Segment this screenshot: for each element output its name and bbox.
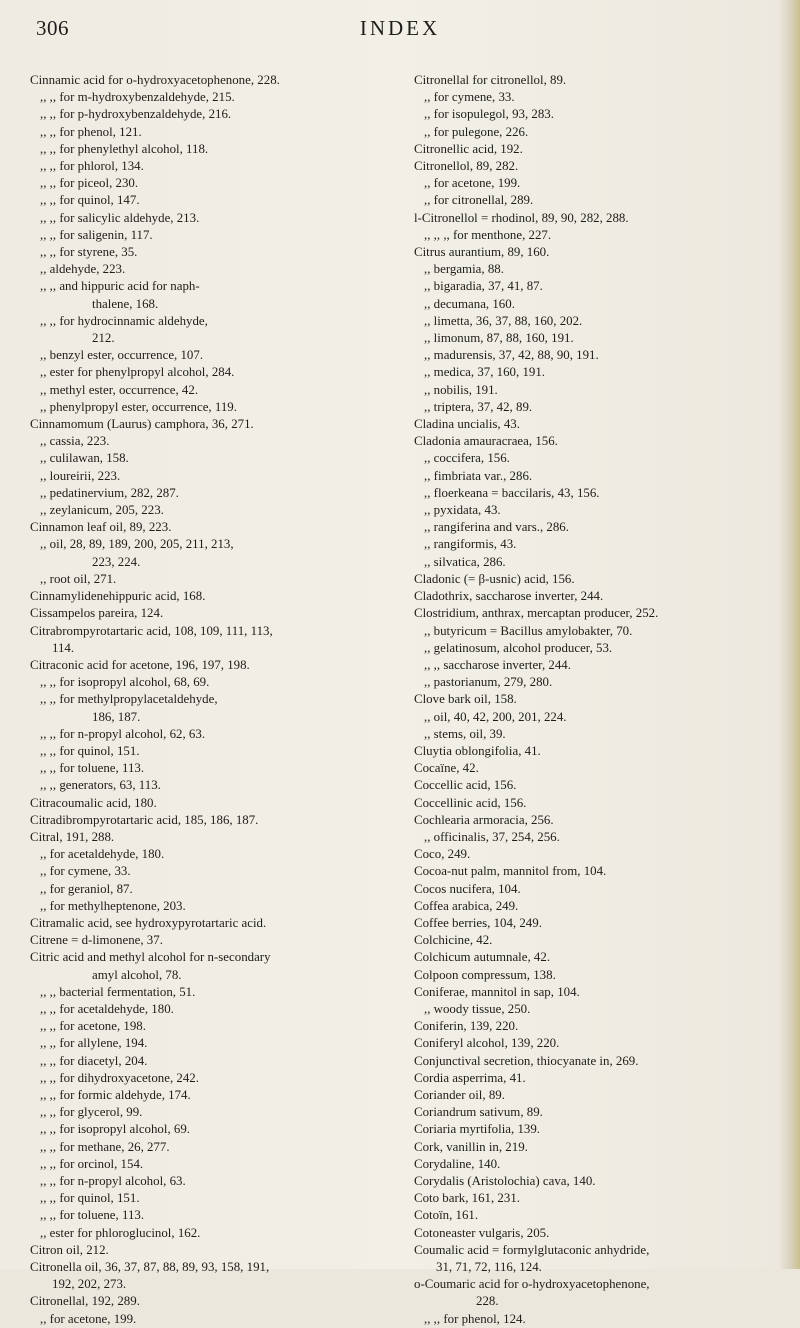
index-entry: Cocos nucifera, 104. <box>414 881 521 896</box>
index-entry: ,, oil, 40, 42, 200, 201, 224. <box>424 709 567 724</box>
index-entry: ,, for cymene, 33. <box>40 864 131 879</box>
index-entry: ,, ,, for piceol, 230. <box>40 176 139 191</box>
index-entry: ,, loureirii, 223. <box>40 468 121 483</box>
index-entry: ,, medica, 37, 160, 191. <box>424 365 546 380</box>
index-entry: ,, ,, for saligenin, 117. <box>40 227 153 242</box>
index-entry: ,, root oil, 271. <box>40 571 117 586</box>
index-entry: Citronellic acid, 192. <box>414 141 523 156</box>
index-entry: ,, aldehyde, 223. <box>40 262 126 277</box>
index-entry: Cocoa-nut palm, mannitol from, 104. <box>414 864 607 879</box>
index-entry: ,, silvatica, 286. <box>424 554 506 569</box>
index-entry: ,, ,, for salicylic aldehyde, 213. <box>40 210 200 225</box>
index-entry: ,, ,, for phenylethyl alcohol, 118. <box>40 141 209 156</box>
index-entry: ,, ,, for m-hydroxybenzaldehyde, 215. <box>40 90 235 105</box>
index-entry: Cladina uncialis, 43. <box>414 417 520 432</box>
index-entry: o-Coumaric acid for o-hydroxyacetophenone, <box>414 1277 650 1292</box>
index-entry: Cotoneaster vulgaris, 205. <box>414 1225 550 1240</box>
index-entry: 186, 187. <box>92 709 141 724</box>
index-entry: ,, pedatinervium, 282, 287. <box>40 485 179 500</box>
index-entry: Citronellal, 192, 289. <box>30 1294 140 1309</box>
index-entry: Coriaria myrtifolia, 139. <box>414 1122 541 1137</box>
index-entry: ,, limonum, 87, 88, 160, 191. <box>424 331 574 346</box>
index-entry: 31, 71, 72, 116, 124. <box>436 1260 542 1275</box>
index-entry: Cocaïne, 42. <box>414 761 479 776</box>
index-entry: Cochlearia armoracia, 256. <box>414 812 554 827</box>
index-entry: Coccellic acid, 156. <box>414 778 517 793</box>
index-entry: ,, phenylpropyl ester, occurrence, 119. <box>40 399 237 414</box>
index-entry: Citramalic acid, see hydroxypyrotartaric acid. <box>30 915 267 930</box>
index-entry: ,, ,, for diacetyl, 204. <box>40 1053 148 1068</box>
index-entry: ,, ,, and hippuric acid for naph- <box>40 279 200 294</box>
index-entry: ,, for citronellal, 289. <box>424 193 534 208</box>
index-entry: 192, 202, 273. <box>52 1277 127 1292</box>
index-entry: 223, 224. <box>92 554 141 569</box>
index-entry: ,, for methylheptenone, 203. <box>40 898 186 913</box>
index-entry: ,, rangiferina and vars., 286. <box>424 520 569 535</box>
index-entry: Cluytia oblongifolia, 41. <box>414 743 541 758</box>
index-entry: Citradibrompyrotartaric acid, 185, 186, 187. <box>30 812 259 827</box>
index-entry: Coniferyl alcohol, 139, 220. <box>414 1036 560 1051</box>
index-entry: ,, ,, for methane, 26, 277. <box>40 1139 170 1154</box>
index-entry: ,, ,, for quinol, 151. <box>40 1191 140 1206</box>
index-entry: Corydaline, 140. <box>414 1156 501 1171</box>
index-entry: ,, for cymene, 33. <box>424 90 515 105</box>
index-entry: ,, ,, for toluene, 113. <box>40 761 145 776</box>
index-entry: ,, ,, bacterial fermentation, 51. <box>40 984 196 999</box>
index-entry: ,, ,, for toluene, 113. <box>40 1208 145 1223</box>
index-entry: ,, limetta, 36, 37, 88, 160, 202. <box>424 313 583 328</box>
index-entry: ,, fimbriata var., 286. <box>424 468 533 483</box>
index-entry: Cladonic (= β-usnic) acid, 156. <box>414 571 575 586</box>
index-entry: Cladothrix, saccharose inverter, 244. <box>414 589 604 604</box>
index-entry: ,, benzyl ester, occurrence, 107. <box>40 348 204 363</box>
index-entry: ,, for isopulegol, 93, 283. <box>424 107 554 122</box>
index-entry: Citraconic acid for acetone, 196, 197, 198. <box>30 657 250 672</box>
index-entry: ,, floerkeana = baccilaris, 43, 156. <box>424 485 600 500</box>
index-entry: amyl alcohol, 78. <box>92 967 182 982</box>
index-entry: Citracoumalic acid, 180. <box>30 795 157 810</box>
index-entry: ,, ,, for n-propyl alcohol, 63. <box>40 1174 186 1188</box>
index-entry: Coco, 249. <box>414 847 471 862</box>
index-entry: ,, ,, for allylene, 194. <box>40 1036 148 1051</box>
index-entry: ,, nobilis, 191. <box>424 382 498 397</box>
index-entry: Coniferin, 139, 220. <box>414 1019 519 1034</box>
index-entry: ,, for acetone, 199. <box>424 176 521 191</box>
index-entry: ,, officinalis, 37, 254, 256. <box>424 829 560 844</box>
index-entry: Citron oil, 212. <box>30 1242 109 1257</box>
index-entry: ,, stems, oil, 39. <box>424 726 506 741</box>
page-number: 306 <box>36 16 69 40</box>
index-entry: Cotoïn, 161. <box>414 1208 479 1223</box>
index-entry: Cork, vanillin in, 219. <box>414 1139 528 1154</box>
index-column-right <box>414 72 786 1328</box>
index-entry: ,, triptera, 37, 42, 89. <box>424 399 533 414</box>
index-entry: ,, oil, 28, 89, 189, 200, 205, 211, 213, <box>40 537 234 552</box>
index-entry: thalene, 168. <box>92 296 159 311</box>
index-entry: Coriander oil, 89. <box>414 1087 505 1102</box>
index-entry: ,, ,, saccharose inverter, 244. <box>424 657 571 672</box>
index-entry: Cinnamon leaf oil, 89, 223. <box>30 520 172 535</box>
index-entry: Coffea arabica, 249. <box>414 898 519 913</box>
index-entry: 228. <box>476 1294 499 1309</box>
index-entry: ,, ,, for quinol, 151. <box>40 743 140 758</box>
index-column-left <box>30 72 405 1328</box>
index-entry: Citrabrompyrotartaric acid, 108, 109, 111, 113, <box>30 623 273 638</box>
index-entry: Coumalic acid = formylglutaconic anhydride, <box>414 1242 650 1257</box>
index-entry: Citrene = d-limonene, 37. <box>30 933 163 948</box>
index-entry: l-Citronellol = rhodinol, 89, 90, 282, 288. <box>414 210 629 225</box>
index-entry: Cinnamomum (Laurus) camphora, 36, 271. <box>30 417 254 432</box>
index-entry: Colchicine, 42. <box>414 933 493 948</box>
index-entry: Clove bark oil, 158. <box>414 692 517 707</box>
index-entry: ,, ,, for acetone, 198. <box>40 1019 146 1034</box>
index-entry: ,, methyl ester, occurrence, 42. <box>40 382 199 397</box>
page-header <box>0 12 800 62</box>
index-entry: ,, for acetaldehyde, 180. <box>40 847 165 862</box>
index-entry: ,, ,, for orcinol, 154. <box>40 1156 144 1171</box>
index-entry: ,, for acetone, 199. <box>40 1311 137 1326</box>
index-entry: ,, bigaradia, 37, 41, 87. <box>424 279 543 294</box>
index-entry: Cinnamylidenehippuric acid, 168. <box>30 589 206 604</box>
index-entry: ,, ,, for methylpropylacetaldehyde, <box>40 692 218 707</box>
index-entry: ,, pastorianum, 279, 280. <box>424 675 553 690</box>
index-entry: Colpoon compressum, 138. <box>414 967 556 982</box>
index-entry: ,, ,, for isopropyl alcohol, 69. <box>40 1122 191 1137</box>
index-entry: Citric acid and methyl alcohol for n-secondary <box>30 950 271 965</box>
index-entry: ,, ,, for glycerol, 99. <box>40 1105 143 1120</box>
index-entry: Cordia asperrima, 41. <box>414 1070 526 1085</box>
index-entry: ,, for pulegone, 226. <box>424 124 529 139</box>
index-entry: Corydalis (Aristolochia) cava, 140. <box>414 1174 596 1188</box>
index-entry: ,, rangiformis, 43. <box>424 537 517 552</box>
index-entry: Coccellinic acid, 156. <box>414 795 527 810</box>
index-entry: ,, ,, for acetaldehyde, 180. <box>40 1001 174 1016</box>
index-entry: ,, ,, for isopropyl alcohol, 68, 69. <box>40 675 210 690</box>
index-entry: ,, ,, for formic aldehyde, 174. <box>40 1087 191 1102</box>
index-entry: Citrus aurantium, 89, 160. <box>414 245 550 260</box>
index-entry: ,, decumana, 160. <box>424 296 515 311</box>
index-entry: ,, zeylanicum, 205, 223. <box>40 503 164 518</box>
index-entry: ,, ,, for p-hydroxybenzaldehyde, 216. <box>40 107 232 122</box>
index-entry: ,, ,, for styrene, 35. <box>40 245 138 260</box>
index-entry: ,, pyxidata, 43. <box>424 503 501 518</box>
index-entry: ,, woody tissue, 250. <box>424 1001 531 1016</box>
index-entry: ,, ,, for hydrocinnamic aldehyde, <box>40 313 208 328</box>
index-entry: Coffee berries, 104, 249. <box>414 915 542 930</box>
index-entry: ,, ,, for n-propyl alcohol, 62, 63. <box>40 726 206 741</box>
index-entry: ,, cassia, 223. <box>40 434 110 449</box>
index-entry: Cissampelos pareira, 124. <box>30 606 164 621</box>
index-entry: Coniferae, mannitol in sap, 104. <box>414 984 580 999</box>
index-entry: ,, ,, for dihydroxyacetone, 242. <box>40 1070 199 1085</box>
index-entry: Citronella oil, 36, 37, 87, 88, 89, 93, 158, 191, <box>30 1260 270 1275</box>
index-entry: Cinnamic acid for o-hydroxyacetophenone, 228. <box>30 73 280 87</box>
index-entry: Conjunctival secretion, thiocyanate in, 269. <box>414 1053 639 1068</box>
index-entry: ,, ,, for phenol, 121. <box>40 124 142 139</box>
index-entry: Colchicum autumnale, 42. <box>414 950 551 965</box>
index-entry: ,, ester for phenylpropyl alcohol, 284. <box>40 365 235 380</box>
index-entry: ,, ,, for quinol, 147. <box>40 193 140 208</box>
page-title: INDEX <box>359 16 441 40</box>
index-entry: ,, madurensis, 37, 42, 88, 90, 191. <box>424 348 599 363</box>
index-entry: Citronellal for citronellol, 89. <box>414 73 567 87</box>
index-entry: ,, ester for phloroglucinol, 162. <box>40 1225 201 1240</box>
index-entry: ,, ,, for phlorol, 134. <box>40 159 144 174</box>
index-entry: ,, ,, generators, 63, 113. <box>40 778 161 793</box>
index-entry: ,, ,, for phenol, 124. <box>424 1311 526 1326</box>
index-entry: ,, for geraniol, 87. <box>40 881 133 896</box>
index-entry: ,, culilawan, 158. <box>40 451 129 466</box>
index-entry: 114. <box>52 640 75 655</box>
index-entry: Citronellol, 89, 282. <box>414 159 519 174</box>
index-entry: ,, butyricum = Bacillus amylobakter, 70. <box>424 623 633 638</box>
index-entry: ,, bergamia, 88. <box>424 262 504 277</box>
index-entry: Coriandrum sativum, 89. <box>414 1105 543 1120</box>
index-entry: Coto bark, 161, 231. <box>414 1191 520 1206</box>
index-entry: ,, ,, ,, for menthone, 227. <box>424 227 552 242</box>
index-entry: Citral, 191, 288. <box>30 829 115 844</box>
index-entry: ,, gelatinosum, alcohol producer, 53. <box>424 640 613 655</box>
index-entry: 212. <box>92 331 115 346</box>
index-entry: Cladonia amauracraea, 156. <box>414 434 558 449</box>
index-entry: ,, coccifera, 156. <box>424 451 510 466</box>
index-entry: Clostridium, anthrax, mercaptan producer, 252. <box>414 606 659 621</box>
